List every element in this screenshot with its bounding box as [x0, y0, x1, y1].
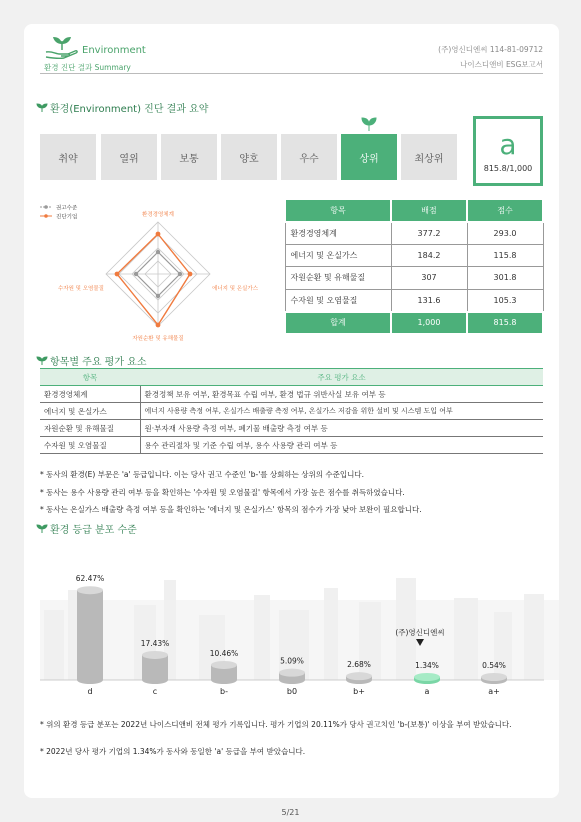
cell-item: 자원순환 및 유해물질 — [40, 420, 140, 437]
grade-label: 열위 — [119, 153, 139, 165]
table-row — [285, 244, 543, 267]
summary-section-title — [36, 100, 208, 115]
brand-text: Environment — [82, 45, 146, 56]
sprout-marker-icon — [359, 116, 379, 132]
summary-title: 환경(Environment) 진단 결과 요약 — [50, 104, 209, 115]
cell-desc: 원·부자재 사용량 측정 여부, 폐기물 배출량 측정 여부 등 — [140, 420, 543, 437]
grade-box-2 — [101, 134, 157, 180]
cell-item: 에너지 및 온실가스 — [285, 244, 391, 267]
footer-note: * 2022년 당사 평가 기업의 1.34%가 동사와 동일한 'a' 등급을 부여 받았습니다. — [40, 747, 306, 756]
category-label: b- — [220, 687, 228, 696]
grade-box-3 — [161, 134, 217, 180]
value-label: 5.09% — [280, 656, 304, 666]
bar-top-b- — [211, 661, 237, 669]
grade-box-4 — [221, 134, 277, 180]
radar-axis-label: 에너지 및 온실가스 — [212, 286, 259, 292]
col-header: 주요 평가 요소 — [140, 369, 543, 386]
brand-logo — [44, 36, 146, 60]
table-total-row — [285, 312, 543, 335]
evaluation-title: 항목별 주요 평가 요소 — [50, 357, 147, 368]
cell-score: 293.0 — [467, 222, 543, 245]
bar-top-c — [142, 651, 168, 659]
category-label: d — [87, 687, 93, 696]
category-label: b0 — [286, 687, 298, 696]
evaluation-section-title — [36, 353, 146, 368]
grade-label: 최상위 — [414, 153, 444, 165]
cell-total-score: 815.8 — [467, 312, 543, 335]
table-row — [285, 289, 543, 312]
value-label: 1.34% — [415, 661, 439, 670]
cell-item: 수자원 및 오염물질 — [40, 437, 140, 454]
cell-desc: 환경정책 보유 여부, 환경목표 수립 여부, 환경 법규 위반사실 보유 여부 등 — [140, 386, 543, 403]
category-label: b+ — [353, 687, 365, 696]
col-header: 배점 — [391, 199, 467, 222]
note-line: * 동사는 온실가스 배출량 측정 여부 등을 확인하는 '에너지 및 온실가스' 항목의 점수가 가장 낮아 보완이 필요합니다. — [40, 505, 422, 514]
col-header: 항목 — [40, 369, 140, 386]
value-label: 62.47% — [75, 574, 105, 584]
cell-desc: 에너지 사용량 측정 여부, 온실가스 배출량 측정 여부, 온실가스 저감을 위한 설비 및 시스템 도입 여부 — [140, 403, 543, 420]
grade-box-5 — [281, 134, 337, 180]
table-row — [40, 420, 543, 437]
table-row — [285, 267, 543, 290]
score-table — [284, 198, 544, 335]
cell-total-weight: 1,000 — [391, 312, 467, 335]
grade-box-active — [341, 134, 397, 180]
table-row — [40, 437, 543, 454]
grade-label: 상위 — [359, 153, 379, 165]
grade-box-7 — [401, 134, 457, 180]
page-subtitle: 환경 진단 결과 Summary — [44, 63, 131, 72]
evaluation-table — [40, 368, 543, 454]
table-row — [285, 222, 543, 245]
radar-chart — [34, 196, 282, 350]
distribution-chart — [24, 550, 559, 700]
cell-score: 105.3 — [467, 289, 543, 312]
leaf-icon — [36, 103, 48, 113]
legend-recommended: 권고수준 — [56, 205, 78, 212]
grade-label: 우수 — [299, 153, 319, 165]
eval-table-header — [40, 369, 543, 386]
header-divider — [40, 73, 543, 74]
radar-axis-label: 자원순환 및 유해물질 — [132, 336, 184, 342]
leaf-icon — [36, 356, 48, 366]
grade-letter: a — [499, 127, 517, 161]
leaf-icon — [36, 524, 48, 534]
distribution-section-title — [36, 521, 137, 536]
bar-top-a — [414, 673, 440, 681]
cell-item: 수자원 및 오염물질 — [285, 289, 391, 312]
table-row — [40, 386, 543, 403]
col-header: 점수 — [467, 199, 543, 222]
report-name: 나이스디앤비 ESG보고서 — [460, 60, 543, 69]
cell-score: 115.8 — [467, 244, 543, 267]
cell-weight: 184.2 — [391, 244, 467, 267]
cell-desc: 용수 관리절차 및 기준 수립 여부, 용수 사용량 관리 여부 등 — [140, 437, 543, 454]
cell-score: 301.8 — [467, 267, 543, 290]
cell-total-label: 합계 — [285, 312, 391, 335]
page-number: 5/21 — [281, 808, 300, 817]
bar-top-a+ — [481, 673, 507, 681]
radar-legend — [40, 204, 78, 221]
score-table-header — [285, 199, 543, 222]
company-info: (주)영신디엔씨 114-81-09712 — [438, 45, 543, 54]
cell-item: 환경경영체계 — [40, 386, 140, 403]
bar-d — [77, 590, 103, 684]
value-label: 10.46% — [209, 648, 239, 658]
grade-label: 취약 — [58, 153, 78, 165]
company-marker-label: (주)영신디엔씨 — [395, 628, 445, 637]
bar-top-d — [77, 586, 103, 594]
cell-weight: 131.6 — [391, 289, 467, 312]
bar-c — [142, 655, 168, 684]
value-label: 17.43% — [140, 638, 170, 648]
category-label: a+ — [488, 687, 500, 696]
category-label: a — [424, 687, 430, 696]
radar-axis-label: 환경경영체계 — [142, 212, 174, 218]
distribution-title: 환경 등급 분포 수준 — [50, 525, 137, 536]
footer-note: * 위의 환경 등급 분포는 2022년 나이스디앤비 전체 평가 기록입니다. 평가 기업의 20.11%가 당사 권고치인 'b-(보통)' 이상을 부여 받았습니다. — [40, 720, 512, 729]
cell-item: 환경경영체계 — [285, 222, 391, 245]
grade-result-box — [473, 116, 543, 186]
bar-top-b0 — [279, 669, 305, 677]
bar-top-b+ — [346, 672, 372, 680]
sprout-hand-icon — [44, 36, 80, 60]
grade-label: 양호 — [239, 153, 259, 165]
value-label: 0.54% — [482, 661, 506, 670]
cell-weight: 307 — [391, 267, 467, 290]
table-row — [40, 403, 543, 420]
note-line: * 동사는 용수 사용량 관리 여부 등을 확인하는 '수자원 및 오염물질' 항목에서 가장 높은 점수를 취득하였습니다. — [40, 488, 405, 497]
category-label: c — [152, 687, 158, 696]
radar-axis-label: 수자원 및 오염물질 — [57, 286, 104, 292]
cell-item: 자원순환 및 유해물질 — [285, 267, 391, 290]
grade-score: 815.8/1,000 — [483, 163, 533, 173]
value-label: 2.68% — [347, 660, 371, 670]
note-line: * 동사의 환경(E) 부문은 'a' 등급입니다. 이는 당사 권고 수준인 'b-'를 상회하는 상위의 수준입니다. — [40, 470, 364, 479]
grade-box-1 — [40, 134, 96, 180]
cell-item: 에너지 및 온실가스 — [40, 403, 140, 420]
legend-company: 진단기업 — [56, 214, 78, 221]
grade-label: 보통 — [179, 153, 199, 165]
cell-weight: 377.2 — [391, 222, 467, 245]
col-header: 항목 — [285, 199, 391, 222]
report-page — [24, 24, 559, 798]
